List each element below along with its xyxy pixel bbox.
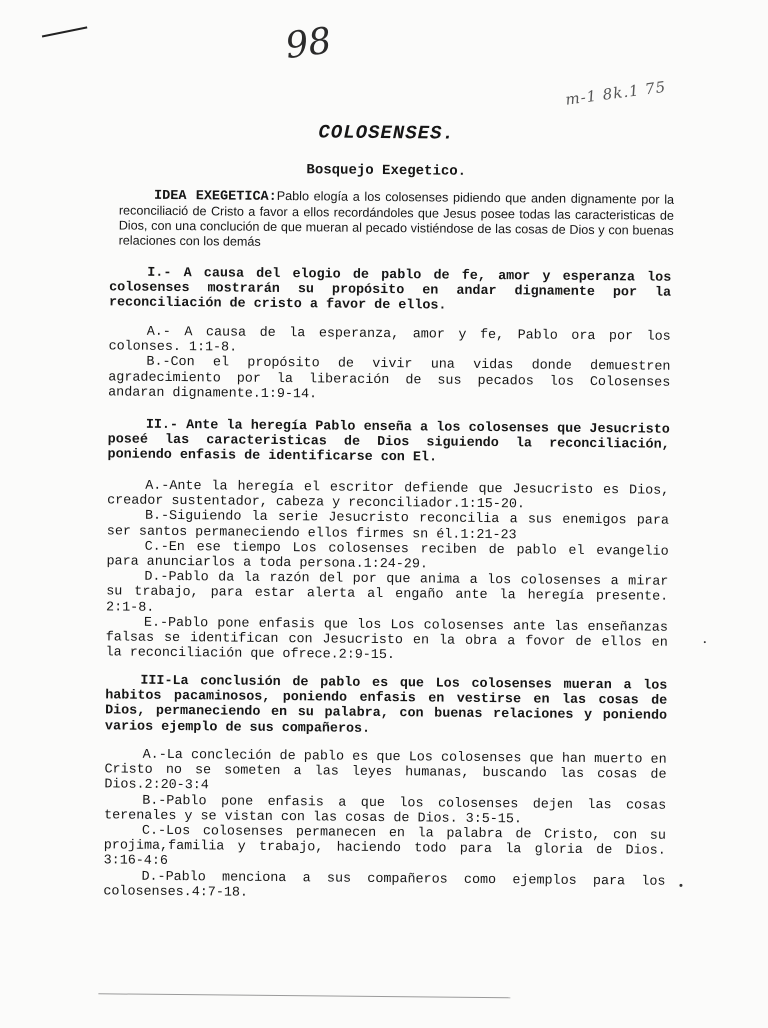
outline-item: B.-Pablo pone enfasis a que los colosenses dejen las cosas terenales y se vistan con las cosas de Dios. 3:5-15. <box>104 793 667 828</box>
outline-item: C.-Los colosenses permanecen en la palabra de Cristo, con su projima,familia y trabajo, haciendo todo para la gloria de Dios. 3:16-4:6 <box>103 823 666 870</box>
outline-item: C.-En ese tiempo Los colosenses reciben de pablo el evangelio para anunciarlos a toda persona.1:24-29. <box>106 539 669 573</box>
outline-item: A.-Ante la heregía el escritor defiende que Jesucristo es Dios, creador sustentador, cabeza y reconciliador.1:15-20. <box>107 478 670 513</box>
idea-paragraph <box>119 187 675 253</box>
outline-item: D.-Pablo menciona a sus compañeros como ejemplos para los colosenses.4:7-18. <box>103 869 666 901</box>
pen-stroke-mark <box>42 26 87 37</box>
scan-speck <box>679 884 682 887</box>
outline-item: E.-Pablo pone enfasis que los Los colosenses ante las enseñanzas falsas se identifican con Jesucristo en la obra a fovor de ellos en la reconciliación que ofrece.2:9-15. <box>105 615 668 664</box>
outline-item: B.-Siguiendo la serie Jesucristo reconcilia a sus enemigos para ser santos permaneciendo ellos firmes sn él.1:21-23 <box>106 509 670 543</box>
section-heading: II.- Ante la heregía Pablo enseña a los colosenses que Jesucristo poseé las caracteristicas de Dios siguiendo la reconciliación, poniendo enfasis de identificarse con El. <box>107 417 670 466</box>
section-3-items <box>103 747 666 904</box>
section-2-items <box>106 478 670 666</box>
handwritten-scrawl: m-1 8k.1 75 <box>564 77 668 109</box>
outline-item: B.-Con el propósito de vivir una vidas donde demuestren agradecimiento por la liberación de sus pecados los Colosenses andaran dignamente.1:9-14. <box>108 355 671 403</box>
section-heading: I.- A causa del elogio de pablo de fe, amor y esperanza los colosenses mostrarán su propósito en andar dignamente por la reconciliación de cristo a favor de ellos. <box>108 265 672 315</box>
section-2 <box>107 417 669 468</box>
outline-item: D.-Pablo da la razón del por que anima a los colosenses a mirar su trabajo, para estar alerta al engaño ante la heregía presente. 2:1-8. <box>106 569 669 616</box>
outline-item: A.-La concleción de pablo es que Los colosenses que han muerto en Cristo no se someten a las leyes humanas, buscando las cosas de Dios.2:20-3:4 <box>104 747 667 794</box>
document-subtitle: Bosquejo Exegetico. <box>306 162 467 180</box>
document-title: COLOSENSES. <box>318 121 455 145</box>
outline-item: A.- A causa de la esperanza, amor y fe, Pablo ora por los colonses. 1:1-8. <box>108 324 671 356</box>
idea-text: Pablo elogía a los colosenses pidiendo que anden dignamente por la reconciliació de Cristo a favor a ellos recordándoles que Jesus posee todas las caracteristicas de Dios, con una conclución de que mueran al pecado vistiéndose de las cosas de Dios y con buenas relaciones con los demás <box>118 188 675 249</box>
section-3 <box>105 673 668 739</box>
idea-exegetica <box>119 187 675 253</box>
scan-edge-line <box>98 993 510 998</box>
scan-speck <box>704 641 706 643</box>
section-1-items <box>108 324 671 405</box>
section-heading: III-La conclusión de pablo es que Los colosenses mueran a los habitos pacaminosos, poniendo enfasis en vestirse en las cosas de Dios, permaneciendo en su palabra, con buenas relaciones y poniendo varios ejemplo de sus compañeros. <box>104 673 668 737</box>
handwritten-page-number: 98 <box>283 20 334 68</box>
idea-label: IDEA EXEGETICA: <box>153 188 277 205</box>
section-1 <box>109 265 671 316</box>
